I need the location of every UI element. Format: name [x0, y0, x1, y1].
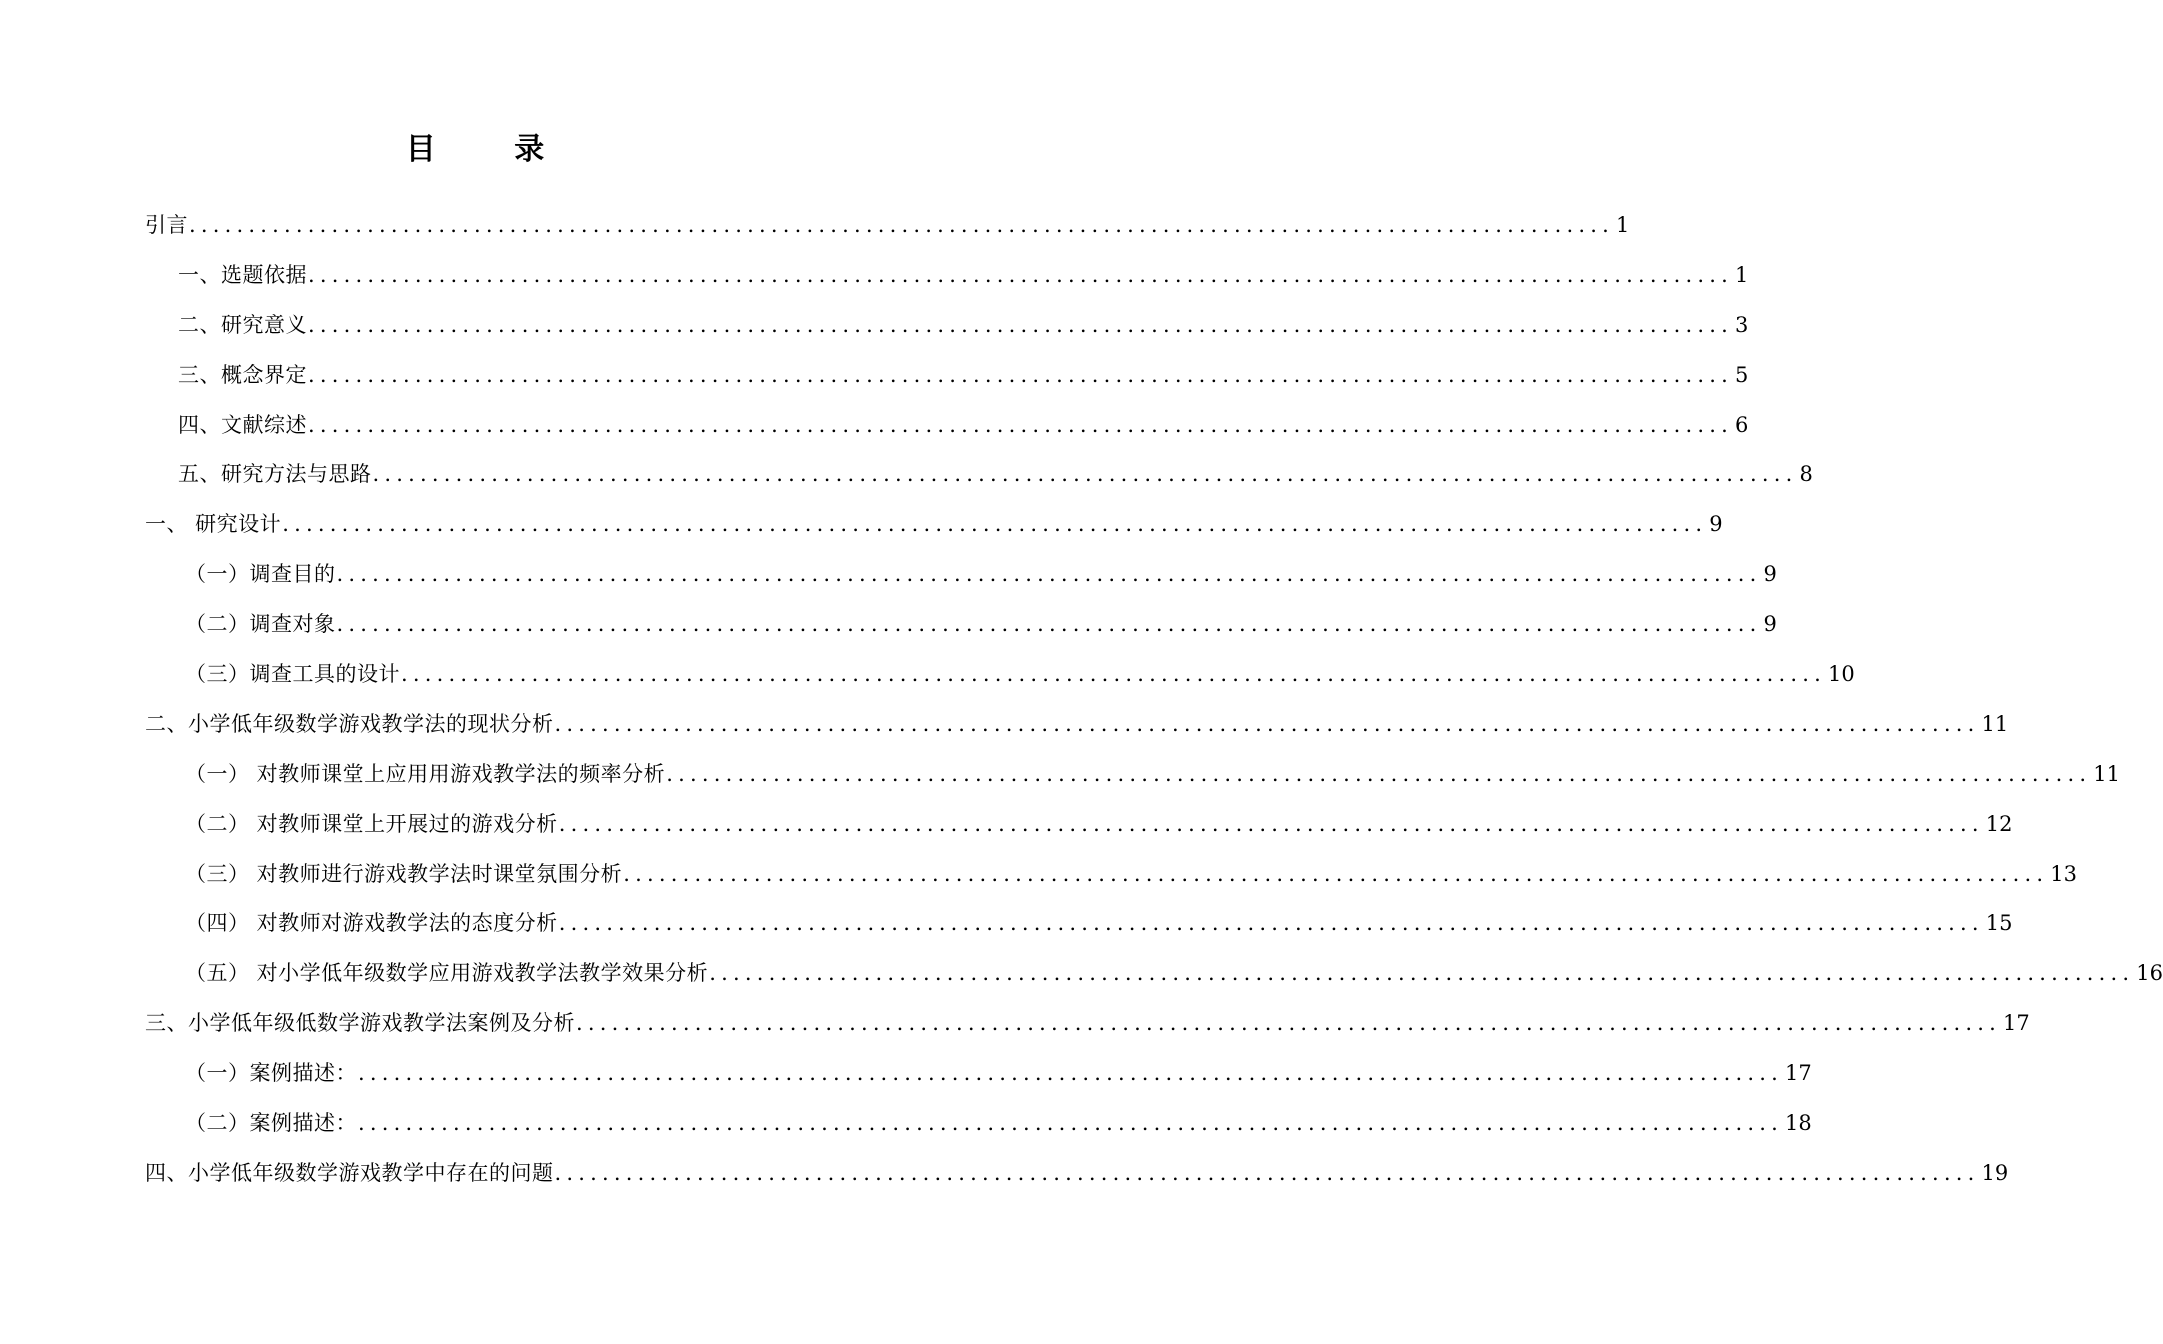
toc-entry[interactable] [145, 1051, 1812, 1101]
toc-entry-label: 三、概念界定 [178, 362, 307, 387]
toc-entry-page: 9 [1763, 612, 1777, 637]
toc-leader-dots: ........................................................................................................................ [576, 1011, 2002, 1036]
toc-entry-page: 1 [1735, 262, 1749, 287]
toc-entry[interactable] [145, 602, 1777, 652]
toc-entry-label: 五、研究方法与思路 [178, 462, 372, 487]
toc-entry-page: 17 [2003, 1011, 2030, 1036]
toc-entry-page: 11 [2093, 761, 2120, 786]
toc-entry[interactable] [145, 852, 2077, 902]
toc-entry[interactable] [145, 452, 1813, 502]
toc-entry-page: 18 [1785, 1111, 1812, 1136]
toc-entry[interactable] [145, 203, 1630, 253]
toc-entry-page: 6 [1735, 412, 1749, 437]
toc-entry-label: 三、小学低年级低数学游戏教学法案例及分析 [145, 1011, 575, 1036]
toc-entry-page: 5 [1735, 362, 1749, 387]
toc-leader-dots: ........................................................................................................................ [308, 362, 1734, 387]
toc-entry-label: （二）案例描述： [185, 1111, 357, 1136]
toc-entry[interactable] [145, 752, 2120, 802]
toc-entry-label: （五） 对小学低年级数学应用游戏教学法教学效果分析 [185, 961, 709, 986]
toc-entry-page: 3 [1735, 312, 1749, 337]
toc-entry[interactable] [145, 353, 1749, 403]
toc-entry[interactable] [145, 552, 1777, 602]
toc-entry-page: 17 [1785, 1061, 1812, 1086]
toc-entry-page: 12 [1985, 811, 2013, 836]
toc-entry-page: 10 [1828, 662, 1855, 687]
toc-leader-dots: ........................................................................................................................ [336, 612, 1762, 637]
toc-entry-page: 15 [1985, 911, 2013, 936]
toc-leader-dots: ........................................................................................................................ [666, 761, 2092, 786]
toc-entry[interactable] [145, 901, 2013, 951]
toc-entry[interactable] [145, 802, 2013, 852]
toc-entry[interactable] [145, 702, 2009, 752]
toc-leader-dots: ........................................................................................................................ [358, 1061, 1784, 1086]
toc-entry-page: 19 [1981, 1160, 2009, 1185]
toc-entry[interactable] [145, 403, 1749, 453]
toc-entry-label: （四） 对教师对游戏教学法的态度分析 [185, 911, 558, 936]
toc-leader-dots: ........................................................................................................................ [372, 462, 1798, 487]
toc-leader-dots: ........................................................................................................................ [554, 711, 1980, 736]
toc-leader-dots: ........................................................................................................................ [558, 911, 1984, 936]
toc-entry-label: 四、文献综述 [178, 412, 307, 437]
toc-title: 目 录 [405, 132, 579, 167]
toc-entry-label: 一、 研究设计 [145, 512, 282, 537]
toc-leader-dots: ........................................................................................................................ [308, 262, 1734, 287]
toc-leader-dots: ........................................................................................................................ [336, 562, 1762, 587]
toc-list [145, 203, 2163, 1201]
toc-entry[interactable] [145, 303, 1749, 353]
toc-entry-label: （三） 对教师进行游戏教学法时课堂氛围分析 [185, 861, 623, 886]
toc-entry-page: 1 [1616, 213, 1630, 237]
toc-entry-label: （一）调查目的 [185, 562, 336, 587]
toc-leader-dots: ........................................................................................................................ [401, 662, 1827, 687]
toc-entry-page: 16 [2136, 961, 2163, 986]
toc-entry[interactable] [145, 652, 1855, 702]
toc-entry-label: （二） 对教师课堂上开展过的游戏分析 [185, 811, 558, 836]
toc-leader-dots: ........................................................................................................................ [358, 1111, 1784, 1136]
toc-entry-page: 9 [1763, 562, 1777, 587]
toc-entry-label: （一） 对教师课堂上应用用游戏教学法的频率分析 [185, 761, 666, 786]
toc-entry[interactable] [145, 502, 1723, 552]
toc-entry-page: 11 [1981, 711, 2009, 736]
toc-entry-label: （一）案例描述： [185, 1061, 357, 1086]
toc-entry-label: 一、选题依据 [178, 262, 307, 287]
toc-leader-dots: ........................................................................................................................ [709, 961, 2135, 986]
toc-entry-label: 四、小学低年级数学游戏教学中存在的问题 [145, 1160, 554, 1185]
toc-leader-dots: ........................................................................................................................ [554, 1160, 1980, 1185]
toc-leader-dots: ........................................................................................................................ [623, 861, 2049, 886]
toc-entry[interactable] [145, 1151, 2009, 1201]
toc-leader-dots: ........................................................................................................................ [308, 412, 1734, 437]
toc-entry[interactable] [145, 1101, 1812, 1151]
toc-entry-label: 引言 [145, 213, 188, 237]
toc-entry-label: 二、小学低年级数学游戏教学法的现状分析 [145, 711, 554, 736]
toc-entry[interactable] [145, 1001, 2030, 1051]
toc-leader-dots: ........................................................................................................................ [558, 811, 1984, 836]
toc-entry[interactable] [145, 253, 1749, 303]
toc-entry-page: 9 [1709, 512, 1723, 537]
toc-leader-dots: ........................................................................................................................ [308, 312, 1734, 337]
toc-leader-dots: ........................................................................................................................ [282, 512, 1708, 537]
toc-entry[interactable] [145, 951, 2163, 1001]
toc-entry-label: 二、研究意义 [178, 312, 307, 337]
toc-entry-page: 13 [2050, 861, 2077, 886]
toc-entry-label: （二）调查对象 [185, 612, 336, 637]
toc-entry-label: （三）调查工具的设计 [185, 662, 400, 687]
toc-leader-dots: ........................................................................................................................ [189, 213, 1615, 237]
toc-entry-page: 8 [1799, 462, 1813, 487]
